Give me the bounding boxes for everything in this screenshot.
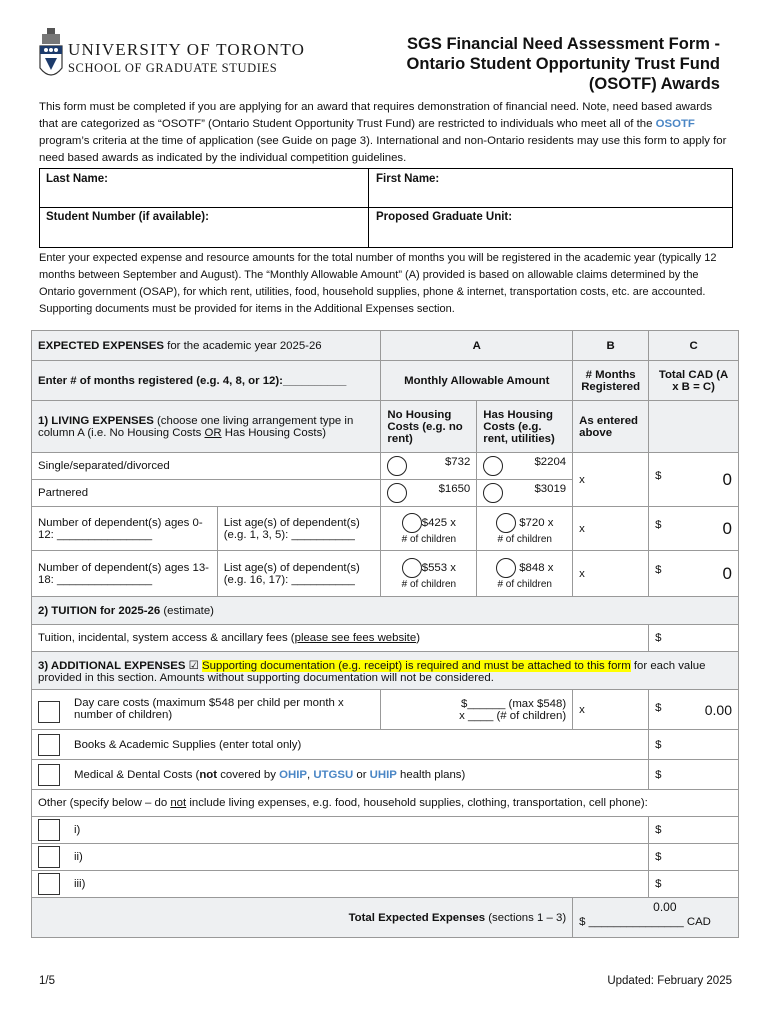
ohip-link[interactable]: OHIP [279,768,307,781]
other-iii-checkbox[interactable] [38,873,60,895]
last-name-label: Last Name: [46,173,108,185]
school-name: SCHOOL OF GRADUATE STUDIES [68,61,278,75]
dep012-total-cell[interactable]: $ 0 [649,507,739,551]
total-expenses-cell[interactable]: 0.00 $ _______________ CAD [573,898,739,938]
living-expenses-header: 1) LIVING EXPENSES (choose one living arrangement type in column A (i.e. No Housing Costs OR Has Housing Costs) [32,401,381,453]
months-header: # Months Registered [573,361,649,401]
identity-box [39,168,733,248]
medical-total-cell[interactable]: $ [649,760,739,790]
daycare-amount[interactable]: $______ (max $548) x ____ (# of children) [381,690,573,730]
dependents-13-18-label[interactable]: Number of dependent(s) ages 13-18: _______________ [32,551,218,597]
living-months-cell[interactable]: x [573,453,649,507]
daycare-total-cell[interactable]: $ 0.00 [649,690,739,730]
university-name: UNIVERSITY OF TORONTO [68,40,306,59]
dep012-has-housing-radio[interactable] [496,513,516,533]
tuition-header: 2) TUITION for 2025-26 (estimate) [32,597,739,625]
first-name-label: First Name: [376,173,440,185]
other-i-total-cell[interactable]: $ [649,817,739,844]
last-name-field[interactable] [140,171,360,205]
dep1318-months-cell[interactable]: x [573,551,649,597]
other-ii-checkbox[interactable] [38,846,60,868]
partnered-label: Partnered [32,480,381,507]
other-i-row[interactable]: i) [32,817,649,844]
tuition-total-cell[interactable]: $ [649,625,739,652]
utgsu-link[interactable]: UTGSU [313,768,354,781]
column-c-header: C [649,331,739,361]
grad-unit-label: Proposed Graduate Unit: [376,211,513,223]
page-number: 1/5 [39,975,55,987]
other-ii-total-cell[interactable]: $ [649,844,739,871]
living-total-cell[interactable]: $ 0 [649,453,739,507]
daycare-months-cell[interactable]: x [573,690,649,730]
other-ii-row[interactable]: ii) [32,844,649,871]
first-name-field[interactable] [460,171,720,205]
books-row: Books & Academic Supplies (enter total only) [32,730,649,760]
dep012-no-housing-radio[interactable] [402,513,422,533]
books-total-cell[interactable]: $ [649,730,739,760]
other-iii-total-cell[interactable]: $ [649,871,739,898]
medical-checkbox[interactable] [38,764,60,786]
fees-website-link[interactable]: please see fees website [294,632,417,644]
other-iii-row[interactable]: iii) [32,871,649,898]
dep1318-total-cell[interactable]: $ 0 [649,551,739,597]
osotf-link[interactable]: OSOTF [655,118,695,130]
dep1318-no-housing-radio[interactable] [402,558,422,578]
other-header: Other (specify below – do not include living expenses, e.g. food, household supplies, clothing, transportation, cell phone): [32,790,739,817]
medical-row: Medical & Dental Costs (not covered by OHIP, UTGSU or UHIP health plans) [32,760,649,790]
months-registered-input[interactable]: Enter # of months registered (e.g. 4, 8, or 12):__________ [32,361,381,401]
books-checkbox[interactable] [38,734,60,756]
instructions-paragraph: Enter your expected expense and resource amounts for the total number of months you will be registered in the academic year (typically 12 months between September and August). The “Monthly Allowable Amount” (A) provided is based on allowable claims determined by the Ontario government (OSAP), for which rent, utilities, food, household supplies, phone & internet, transportation costs, etc. are accounted. Supporting documents must be provided for items in the Additional Expenses section. [39,252,717,315]
tuition-label: Tuition, incidental, system access & ancillary fees (please see fees website) [32,625,649,652]
dep012-months-cell[interactable]: x [573,507,649,551]
dependents-0-12-label[interactable]: Number of dependent(s) ages 0-12: _______________ [32,507,218,551]
daycare-checkbox[interactable] [38,701,60,723]
no-housing-header: No Housing Costs (e.g. no rent) [381,401,477,453]
total-expenses-label: Total Expected Expenses (sections 1 – 3) [32,898,573,938]
university-crest-icon [38,26,64,86]
total-cad-header: Total CAD (A x B = C) [649,361,739,401]
expected-expenses-header: EXPECTED EXPENSES for the academic year 2025-26 [32,331,381,361]
monthly-allowable-header: Monthly Allowable Amount [381,361,573,401]
partnered-has-housing-radio[interactable] [483,483,503,503]
partnered-no-housing-radio[interactable] [387,483,407,503]
column-b-header: B [573,331,649,361]
dependents-13-18-ages[interactable]: List age(s) of dependent(s) (e.g. 16, 17): __________ [217,551,381,597]
additional-expenses-header: 3) ADDITIONAL EXPENSES ☑ Supporting documentation (e.g. receipt) is required and must be attached to this form for each value provided in this section. Amounts without supporting documentation will not be considered. [32,652,739,690]
student-number-label: Student Number (if available): [46,211,209,223]
single-has-housing-radio[interactable] [483,456,503,476]
column-a-header: A [381,331,573,361]
other-i-checkbox[interactable] [38,819,60,841]
daycare-row: Day care costs (maximum $548 per child per month x number of children) [32,690,381,730]
uhip-link[interactable]: UHIP [369,768,397,781]
expenses-table: EXPECTED EXPENSES for the academic year 2025-26 A B C Enter # of months registered (e.g. 4, 8, or 12):__________ Monthly Allowable Amount # Months Registered Total CAD (A x B = C) 1) LIVING EXPENSES (choose one living arrangement type in column A (i.e. No Housing Costs OR Has Housing Costs) No Housing Costs (e.g. no rent) Has Housing Costs (e.g. rent, utilities) As entered above Single/separated/divorced $732 $2204 x $ 0 Partnered $1650 $3019 Number of dependent(s) ages 0-12: _______________ List age(s) of dependent(s) (e.g. 1, 3, 5): __________ $425 x # of children $720 x # of children x $ 0 Number of dependent(s) ages 13-18: _______________ List age(s) of dependent(s) (e.g. 16, 17): __________ $553 x # of children $848 x # of children x $ 0 2) TUITION for 2025-26 (estimate) Tuition, incidental, system access & ancillary fees (please see fees website) $ 3) ADDITIONAL EXPENSES ☑ Supporting documentation (e.g. receipt) is required and must be attached to this form for each value provided in this section. Amounts without supporting documentation will not be considered. Day care costs (maximum $548 per child per month x number of children) $______ (max $548) x ____ (# of children) x $ 0.00 Books & Academic Supplies (enter total only) $ Medical & Dental Costs (not covered by OHIP, UTGSU or UHIP health plans) $ Other (specify below – do not include living expenses, e.g. food, household supplies, clothing, transportation, cell phone): i) $ ii) $ iii) $ Total Expected Expenses (sections 1 – 3) 0.00 $ _______________ CAD [31,330,739,938]
updated-date: Updated: February 2025 [607,975,732,987]
dep1318-has-housing-radio[interactable] [496,558,516,578]
single-no-housing-radio[interactable] [387,456,407,476]
dependents-0-12-ages[interactable]: List age(s) of dependent(s) (e.g. 1, 3, 5): __________ [217,507,381,551]
intro-paragraph: This form must be completed if you are applying for an award that requires demonstration of financial need. Note, need based awards that are categorized as “OSOTF” (Ontario Student Opportunity Trust Fund) are restricted to individuals who meet all of the OSOTF program’s criteria at the time of application (see Guide on page 3). International and non-Ontario residents may use this form to apply for need based awards as indicated by the individual competition guidelines. [39,101,727,164]
has-housing-header: Has Housing Costs (e.g. rent, utilities) [477,401,573,453]
page-title: SGS Financial Need Assessment Form - Ontario Student Opportunity Trust Fund (OSOTF) Awards [406,35,720,93]
as-entered-header: As entered above [573,401,649,453]
single-label: Single/separated/divorced [32,453,381,480]
